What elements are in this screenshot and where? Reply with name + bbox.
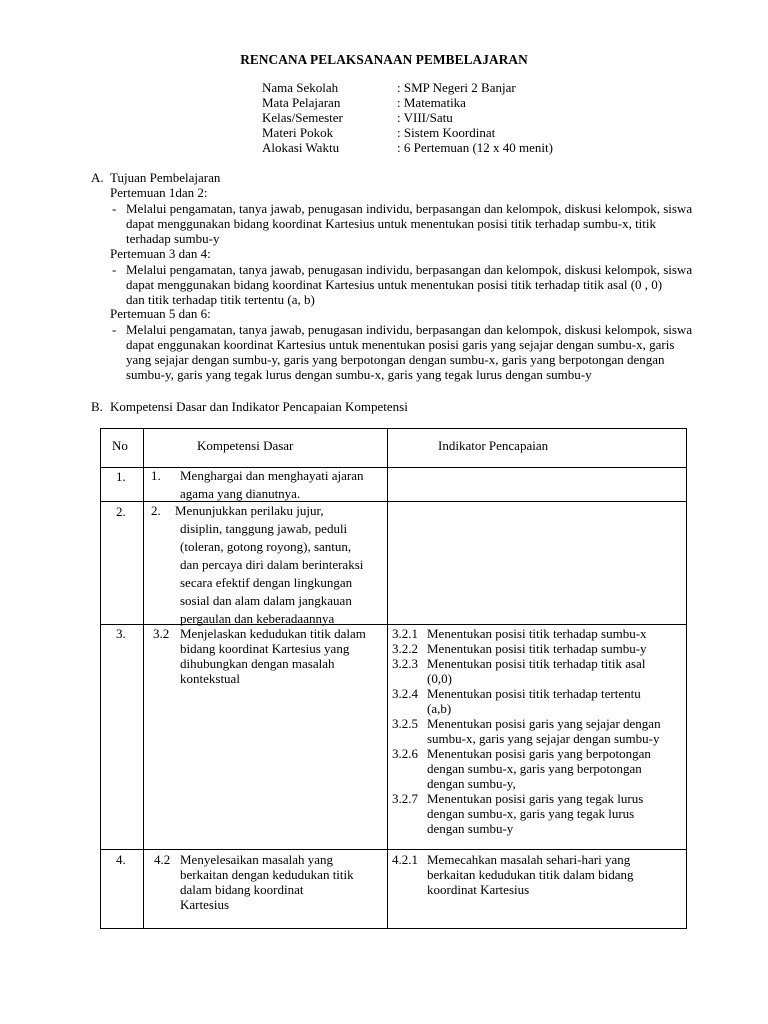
kd-text-line: secara efektif dengan lingkungan: [180, 575, 353, 590]
table-header-no: No: [112, 438, 128, 453]
indicator-text-line: Menentukan posisi titik terhadap tertentu: [427, 686, 641, 701]
indicator-number: 3.2.7: [392, 791, 418, 806]
section-a-heading: Tujuan Pembelajaran: [110, 170, 221, 185]
info-row-class: [262, 110, 553, 125]
kd-text-line: kontekstual: [180, 671, 240, 686]
info-block: [262, 80, 553, 155]
row-number: 4.: [116, 852, 126, 867]
table-border: [100, 849, 687, 850]
kd-text-line: Kartesius: [180, 897, 230, 912]
info-value: : VIII/Satu: [397, 110, 453, 125]
info-key: Nama Sekolah: [262, 80, 339, 95]
kd-text-line: bidang koordinat Kartesius yang: [180, 641, 350, 656]
bullet-dash: -: [112, 262, 117, 277]
indicator-number: 3.2.3: [392, 656, 418, 671]
competency-table: [100, 428, 687, 928]
indicator-text-line: dengan sumbu-y,: [427, 776, 516, 791]
kd-number: 2.: [151, 503, 161, 518]
indicator-text-line: dengan sumbu-x, garis yang tegak lurus: [427, 806, 635, 821]
row-number: 2.: [116, 504, 126, 519]
kd-text-line: Menjelaskan kedudukan titik dalam: [180, 626, 366, 641]
indicator-text-line: Menentukan posisi titik terhadap sumbu-x: [427, 626, 647, 641]
indicator-number: 3.2.4: [392, 686, 418, 701]
indicator-text-line: (a,b): [427, 701, 452, 716]
kd-text-line: Menunjukkan perilaku jujur,: [175, 503, 324, 518]
indicator-number: 3.2.2: [392, 641, 418, 656]
meeting-title: Pertemuan 3 dan 4:: [110, 246, 211, 261]
indicator-text-line: Memecahkan masalah sehari-hari yang: [427, 852, 631, 867]
indicator-number: 4.2.1: [392, 852, 418, 867]
row-number: 1.: [116, 469, 126, 484]
info-row-topic: [262, 125, 553, 140]
indicator-text-line: dengan sumbu-y: [427, 821, 514, 836]
table-border: [100, 428, 687, 429]
section-b-heading: Kompetensi Dasar dan Indikator Pencapaian Kompetensi: [110, 399, 408, 414]
table-header-kd: Kompetensi Dasar: [197, 438, 294, 453]
info-row-subject: [262, 95, 553, 110]
table-border: [686, 428, 687, 929]
info-key: Alokasi Waktu: [262, 140, 340, 155]
info-value: : SMP Negeri 2 Banjar: [397, 80, 516, 95]
section-b-label: B.: [91, 399, 103, 414]
table-header-indicator: Indikator Pencapaian: [438, 438, 549, 453]
kd-text-line: dan percaya diri dalam berinteraksi: [180, 557, 364, 572]
indicator-number: 3.2.5: [392, 716, 418, 731]
info-key: Kelas/Semester: [262, 110, 343, 125]
kd-number: 4.2: [154, 852, 171, 867]
kd-number: 3.2: [153, 626, 170, 641]
table-border: [143, 428, 144, 929]
meeting-text-line: Melalui pengamatan, tanya jawab, penugasan individu, berpasangan dan kelompok, diskusi kelompok, siswa: [126, 262, 693, 277]
info-value: : Matematika: [397, 95, 466, 110]
info-value: : Sistem Koordinat: [397, 125, 496, 140]
meeting-text-line: dapat menggunakan bidang koordinat Kartesius untuk menentukan posisi titik terhadap sumbu-x, titik: [126, 216, 657, 231]
row-number: 3.: [116, 626, 126, 641]
kd-text-line: (toleran, gotong royong), santun,: [180, 539, 352, 554]
info-row-school: [262, 80, 553, 95]
kd-text-line: Menghargai dan menghayati ajaran: [180, 468, 364, 483]
meeting-text-line: yang sejajar dengan sumbu-y, garis yang berpotongan dengan sumbu-x, garis yang berpotongan dengan: [126, 352, 665, 367]
indicator-text-line: (0,0): [427, 671, 452, 686]
kd-text-line: disiplin, tanggung jawab, peduli: [180, 521, 348, 536]
info-value: : 6 Pertemuan (12 x 40 menit): [397, 140, 553, 155]
kd-text-line: pergaulan dan keberadaannya: [180, 611, 335, 626]
meeting-text-line: dapat menggunakan bidang koordinat Kartesius untuk menentukan posisi titik terhadap titik asal (0 , 0): [126, 277, 663, 292]
indicator-number: 3.2.1: [392, 626, 418, 641]
bullet-dash: -: [112, 201, 117, 216]
indicator-text-line: dengan sumbu-x, garis yang berpotongan: [427, 761, 642, 776]
info-row-time: [262, 140, 553, 155]
meeting-title: Pertemuan 5 dan 6:: [110, 306, 211, 321]
kd-number: 1.: [151, 468, 161, 483]
indicator-text-line: Menentukan posisi garis yang sejajar dengan: [427, 716, 661, 731]
table-border: [100, 928, 687, 929]
kd-text-line: agama yang dianutnya.: [180, 486, 301, 501]
table-border: [100, 428, 101, 929]
table-border: [387, 428, 388, 929]
meeting-text-line: dan titik terhadap titik tertentu (a, b): [126, 292, 315, 307]
indicator-text-line: Menentukan posisi titik terhadap titik asal: [427, 656, 646, 671]
meeting-text-line: terhadap sumbu-y: [126, 231, 220, 246]
kd-text-line: sosial dan alam dalam jangkauan: [180, 593, 352, 608]
indicator-number: 3.2.6: [392, 746, 418, 761]
document-title: RENCANA PELAKSANAAN PEMBELAJARAN: [240, 52, 528, 67]
indicator-text-line: Menentukan posisi titik terhadap sumbu-y: [427, 641, 647, 656]
kd-text-line: Menyelesaikan masalah yang: [180, 852, 334, 867]
meeting-text-line: Melalui pengamatan, tanya jawab, penugasan individu, berpasangan dan kelompok, diskusi kelompok, siswa: [126, 322, 693, 337]
bullet-dash: -: [112, 322, 117, 337]
meeting-text-line: sumbu-y, garis yang tegak lurus dengan sumbu-x, garis yang tegak lurus dengan sumbu-y: [126, 367, 592, 382]
indicator-text-line: berkaitan kedudukan titik dalam bidang: [427, 867, 634, 882]
kd-text-line: dihubungkan dengan masalah: [180, 656, 335, 671]
meeting-text-line: dapat enggunakan koordinat Kartesius untuk menentukan posisi garis yang sejajar dengan sumbu-x, garis: [126, 337, 675, 352]
info-key: Materi Pokok: [262, 125, 334, 140]
indicator-text-line: Menentukan posisi garis yang tegak lurus: [427, 791, 644, 806]
indicator-text-line: sumbu-x, garis yang sejajar dengan sumbu-y: [427, 731, 660, 746]
meeting-text-line: Melalui pengamatan, tanya jawab, penugasan individu, berpasangan dan kelompok, diskusi kelompok, siswa: [126, 201, 693, 216]
meeting-title: Pertemuan 1dan 2:: [110, 185, 208, 200]
kd-text-line: berkaitan dengan kedudukan titik: [180, 867, 354, 882]
indicator-text-line: Menentukan posisi garis yang berpotongan: [427, 746, 651, 761]
section-a-label: A.: [91, 170, 104, 185]
info-key: Mata Pelajaran: [262, 95, 341, 110]
kd-text-line: dalam bidang koordinat: [180, 882, 304, 897]
indicator-text-line: koordinat Kartesius: [427, 882, 530, 897]
